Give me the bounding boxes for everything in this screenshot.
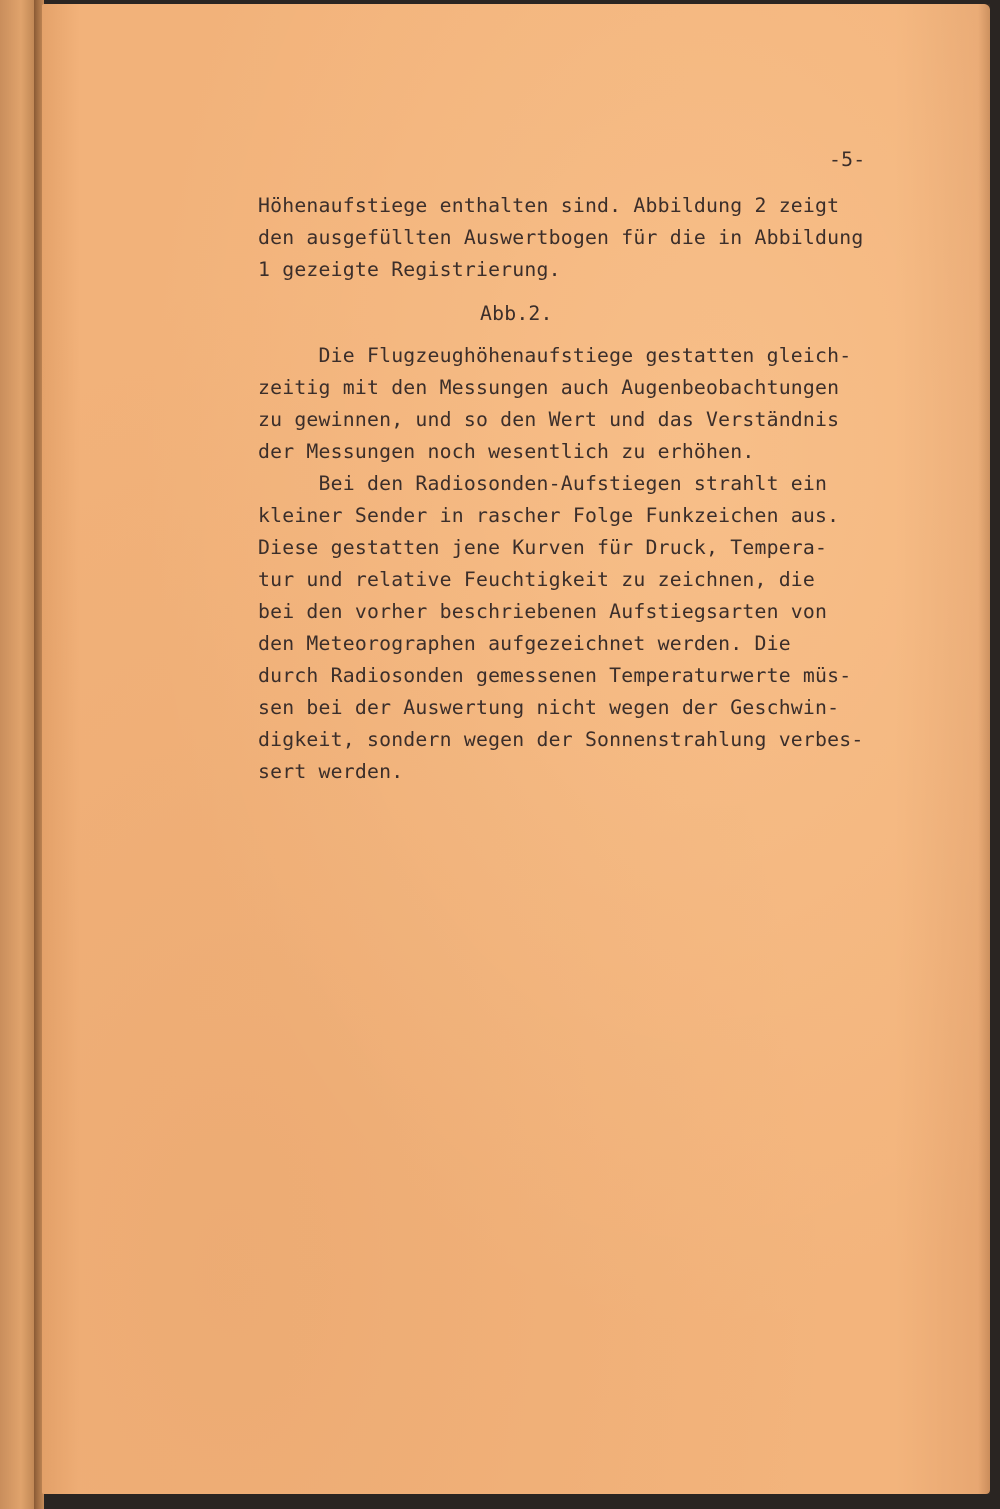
text-line: den ausgefüllten Auswertbogen für die in Abbildung (258, 226, 864, 249)
text-line: Die Flugzeughöhenaufstiege gestatten gleich- (258, 344, 852, 367)
document-page (42, 4, 990, 1494)
text-line: zeitig mit den Messungen auch Augenbeobachtungen (258, 376, 840, 399)
text-line: 1 gezeigte Registrierung. (258, 258, 561, 281)
facing-page-edge (0, 0, 38, 1509)
text-line: digkeit, sondern wegen der Sonnenstrahlung verbes- (258, 728, 864, 751)
text-line: den Meteorographen aufgezeichnet werden. Die (258, 632, 791, 655)
text-line: durch Radiosonden gemessenen Temperaturwerte müs- (258, 664, 852, 687)
page-number: -5- (829, 148, 866, 171)
text-line: Bei den Radiosonden-Aufstiegen strahlt ein (258, 472, 828, 495)
text-line: bei den vorher beschriebenen Aufstiegsarten von (258, 600, 828, 623)
text-line: Höhenaufstiege enthalten sind. Abbildung 2 zeigt (258, 194, 840, 217)
text-line: zu gewinnen, und so den Wert und das Verständnis (258, 408, 840, 431)
text-line: sen bei der Auswertung nicht wegen der Geschwin- (258, 696, 840, 719)
text-line: kleiner Sender in rascher Folge Funkzeichen aus. (258, 504, 840, 527)
text-line: tur und relative Feuchtigkeit zu zeichnen, die (258, 568, 816, 591)
typewritten-text (42, 4, 990, 1494)
text-line: sert werden. (258, 760, 404, 783)
text-line: der Messungen noch wesentlich zu erhöhen. (258, 440, 755, 463)
figure-caption: Abb.2. (480, 302, 553, 325)
text-line: Diese gestatten jene Kurven für Druck, Tempera- (258, 536, 828, 559)
